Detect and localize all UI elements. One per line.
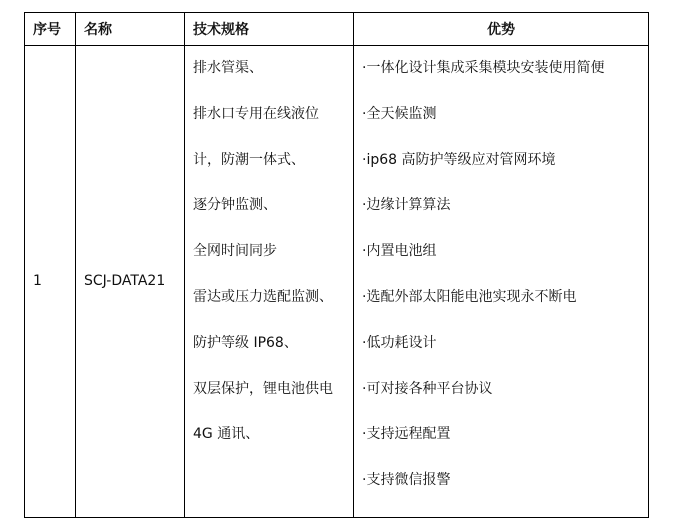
advantage-line: ·一体化设计集成采集模块安装使用简便 bbox=[362, 60, 605, 76]
table-header-row bbox=[25, 13, 649, 46]
table-row bbox=[25, 46, 649, 518]
spec-line: 防护等级 IP68、 bbox=[193, 334, 298, 351]
advantage-line: ·全天候监测 bbox=[362, 105, 437, 122]
advantage-line: ·支持远程配置 bbox=[362, 426, 451, 443]
advantage-line: ·ip68 高防护等级应对管网环境 bbox=[362, 151, 556, 168]
advantage-line: ·低功耗设计 bbox=[362, 334, 437, 351]
spec-line: 计，防潮一体式、 bbox=[193, 151, 305, 168]
header-name: 名称 bbox=[76, 13, 185, 46]
specs-list bbox=[185, 46, 353, 471]
spec-line: 4G 通讯、 bbox=[193, 426, 260, 443]
spec-line: 逐分钟监测、 bbox=[193, 197, 277, 214]
header-specs: 技术规格 bbox=[185, 13, 354, 46]
advantage-line: ·内置电池组 bbox=[362, 243, 437, 260]
row-index: 1 bbox=[25, 46, 76, 518]
advantage-line: ·支持微信报警 bbox=[362, 472, 451, 489]
advantage-line: ·选配外部太阳能电池实现永不断电 bbox=[362, 288, 577, 305]
product-name: SCJ-DATA21 bbox=[76, 46, 185, 518]
spec-line: 全网时间同步 bbox=[193, 243, 277, 260]
header-advantages: 优势 bbox=[354, 13, 649, 46]
spec-table bbox=[24, 12, 649, 518]
specs-cell bbox=[185, 46, 354, 518]
spec-line: 排水管渠、 bbox=[193, 60, 263, 76]
advantages-list bbox=[354, 46, 648, 517]
advantages-cell bbox=[354, 46, 649, 518]
advantage-line: ·可对接各种平台协议 bbox=[362, 380, 493, 397]
header-index: 序号 bbox=[25, 13, 76, 46]
spec-line: 排水口专用在线液位 bbox=[193, 105, 319, 122]
spec-line: 双层保护，锂电池供电 bbox=[193, 380, 333, 397]
advantage-line: ·边缘计算算法 bbox=[362, 197, 451, 214]
spec-line: 雷达或压力选配监测、 bbox=[193, 288, 333, 305]
